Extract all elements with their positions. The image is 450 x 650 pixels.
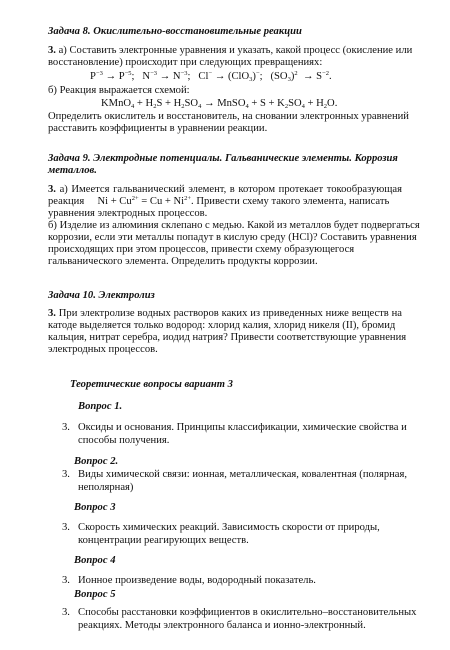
question3-line2: концентрации реагирующих веществ.: [78, 535, 249, 546]
task10-title: Задача 10. Электролиз: [48, 290, 155, 301]
question3-line1: Скорость химических реакций. Зависимость скорости от природы,: [78, 522, 380, 533]
question2-number: 3.: [62, 469, 70, 480]
task8-p5: расставить коэффициенты в уравнении реакции.: [48, 123, 268, 134]
task8-reaction-scheme: KMnO$_4$ + $H_2S + H_2SO_4$ → MnSO$_4$ + $S + K_2SO_4 + H_2O$.: [101, 98, 338, 110]
question4-line1: Ионное произведение воды, водородный показатель.: [78, 575, 316, 586]
task9-l7: гальванического элемента. Определить продукты коррозии.: [48, 256, 318, 267]
question1-number: 3.: [62, 422, 70, 433]
question4-label: Вопрос 4: [74, 555, 116, 566]
task10-number: 3.: [48, 308, 56, 319]
task9-l5: коррозии, если эти металлы попадут в кислую среду (HCl)? Составить уравнения: [48, 232, 417, 243]
task8-p4: Определить окислитель и восстановитель, на сновании электронных уравнений: [48, 111, 409, 122]
question1-label: Вопрос 1.: [78, 401, 123, 412]
task8-number: 3.: [48, 45, 56, 56]
task9-l4: б) Изделие из алюминия склепано с медью. Какой из металлов будет подвергаться: [48, 220, 420, 231]
question2-line1: Виды химической связи: ионная, металлическая, ковалентная (полярная,: [78, 469, 408, 480]
task9-l2-post: . Привести схему такого элемента, написать: [191, 196, 390, 207]
task8-title: Задача 8. Окислительно-восстановительные реакции: [48, 26, 302, 37]
question5-line2: реакциях. Методы электронного баланса и ионно-электронный.: [78, 620, 366, 631]
theory-title: Теоретические вопросы вариант 3: [70, 379, 233, 390]
task10-l2: катоде выделяется только водород: хлорид калия, хлорид никеля (II), бромид: [48, 320, 396, 331]
question1-line1: Оксиды и основания. Принципы классификации, химические свойства и: [78, 422, 407, 433]
question5-label: Вопрос 5: [74, 589, 116, 600]
task10-l1: При электролизе водных растворов каких из приведенных ниже веществ на: [58, 308, 402, 319]
task9-l1: а) Имеется гальванический элемент, в котором протекает токообразующая: [59, 184, 403, 195]
task8-a-text1: а) Составить электронные уравнения и указать, какой процесс (окисление или: [58, 45, 413, 56]
task9-l2-pre: реакция: [48, 196, 85, 207]
question4-number: 3.: [62, 575, 70, 586]
task9-l6: происходящих при этом процессов, привести схему образующегося: [48, 244, 355, 255]
question5-number: 3.: [62, 607, 70, 618]
task9-title-line2: металлов.: [48, 165, 97, 176]
task8-b-text: б) Реакция выражается схемой:: [48, 85, 190, 96]
question1-line2: способы получения.: [78, 435, 170, 446]
question2-label: Вопрос 2.: [74, 456, 119, 467]
task8-transformations: $P^{-3} \to P^{-5}$; $N^{-3} \to N^{-3}$; Cl− → (ClO$_3$)−; $(SO_3)^2 \to S^{-2}$.: [90, 70, 332, 83]
task8-a-text2: восстановление) происходит при следующих превращениях:: [48, 57, 323, 68]
question2-line2: неполярная): [78, 482, 134, 493]
task9-l3: уравнения электродных процессов.: [48, 208, 208, 219]
task9-line2: реакция $Ni + Cu^{2+} = Cu + Ni^{2+}$. Привести схему такого элемента, написать: [48, 195, 390, 207]
task10-l4: электродных процессов.: [48, 344, 158, 355]
task9-title-line1: Задача 9. Электродные потенциалы. Гальванические элементы. Коррозия: [48, 153, 398, 164]
task10-l3: кальция, нитрат серебра, иодид натрия? Привести соответствующие уравнения: [48, 332, 407, 343]
task9-number: 3.: [48, 184, 56, 195]
question3-number: 3.: [62, 522, 70, 533]
question5-line1: Способы расстановки коэффициентов в окислительно–восстановительных: [78, 607, 417, 618]
question3-label: Вопрос 3: [74, 502, 116, 513]
